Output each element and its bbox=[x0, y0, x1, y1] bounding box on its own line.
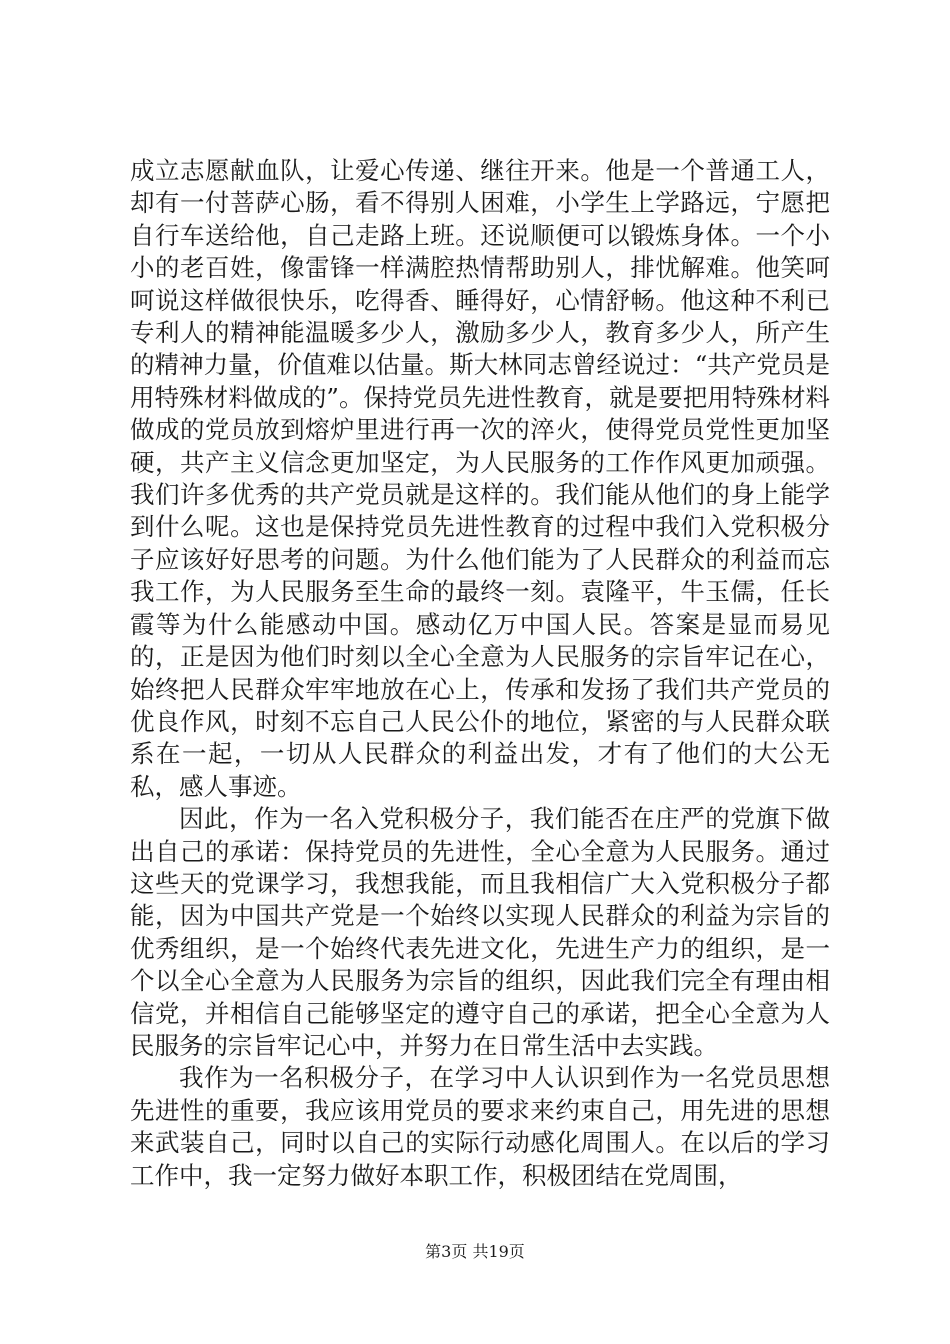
body-paragraph-1: 成立志愿献血队，让爱心传递、继往开来。他是一个普通工人，却有一付菩萨心肠，看不得别人困难，小学生上学路远，宁愿把自行车送给他，自己走路上班。还说顺便可以锻炼身体。一个小小的老百姓，像雷锋一样满腔热情帮助别人，排忧解难。他笑呵呵说这样做很快乐，吃得香、睡得好，心情舒畅。他这种不利已专利人的精神能温暖多少人，激励多少人，教育多少人，所产生的精神力量，价值难以估量。斯大林同志曾经说过：“共产党员是用特殊材料做成的”。保持党员先进性教育，就是要把用特殊材料做成的党员放到熔炉里进行再一次的淬火，使得党员党性更加坚硬，共产主义信念更加坚定，为人民服务的工作作风更加顽强。我们许多优秀的共产党员就是这样的。我们能从他们的身上能学到什么呢。这也是保持党员先进性教育的过程中我们入党积极分子应该好好思考的问题。为什么他们能为了人民群众的利益而忘我工作，为人民服务至生命的最终一刻。袁隆平，牛玉儒，任长霞等为什么能感动中国。感动亿万中国人民。答案是显而易见的，正是因为他们时刻以全心全意为人民服务的宗旨牢记在心，始终把人民群众牢牢地放在心上，传承和发扬了我们共产党员的优良作风，时刻不忘自己人民公仆的地位，紧密的与人民群众联系在一起，一切从人民群众的利益出发，才有了他们的大公无私，感人事迹。 bbox=[130, 156, 830, 801]
page-number-footer: 第3页 共19页 bbox=[425, 1242, 525, 1261]
document-body bbox=[130, 155, 830, 1192]
body-paragraph-2: 因此，作为一名入党积极分子，我们能否在庄严的党旗下做出自己的承诺：保持党员的先进性，全心全意为人民服务。通过这些天的党课学习，我想我能，而且我相信广大入党积极分子都能，因为中国共产党是一个始终以实现人民群众的利益为宗旨的优秀组织，是一个始终代表先进文化，先进生产力的组织，是一个以全心全意为人民服务为宗旨的组织，因此我们完全有理由相信党，并相信自己能够坚定的遵守自己的承诺，把全心全意为人民服务的宗旨牢记心中，并努力在日常生活中去实践。 bbox=[130, 804, 830, 1060]
body-paragraph-3: 我作为一名积极分子，在学习中人认识到作为一名党员思想先进性的重要，我应该用党员的要求来约束自己，用先进的思想来武装自己，同时以自己的实际行动感化周围人。在以后的学习工作中，我一定努力做好本职工作，积极团结在党周围， bbox=[130, 1063, 830, 1190]
